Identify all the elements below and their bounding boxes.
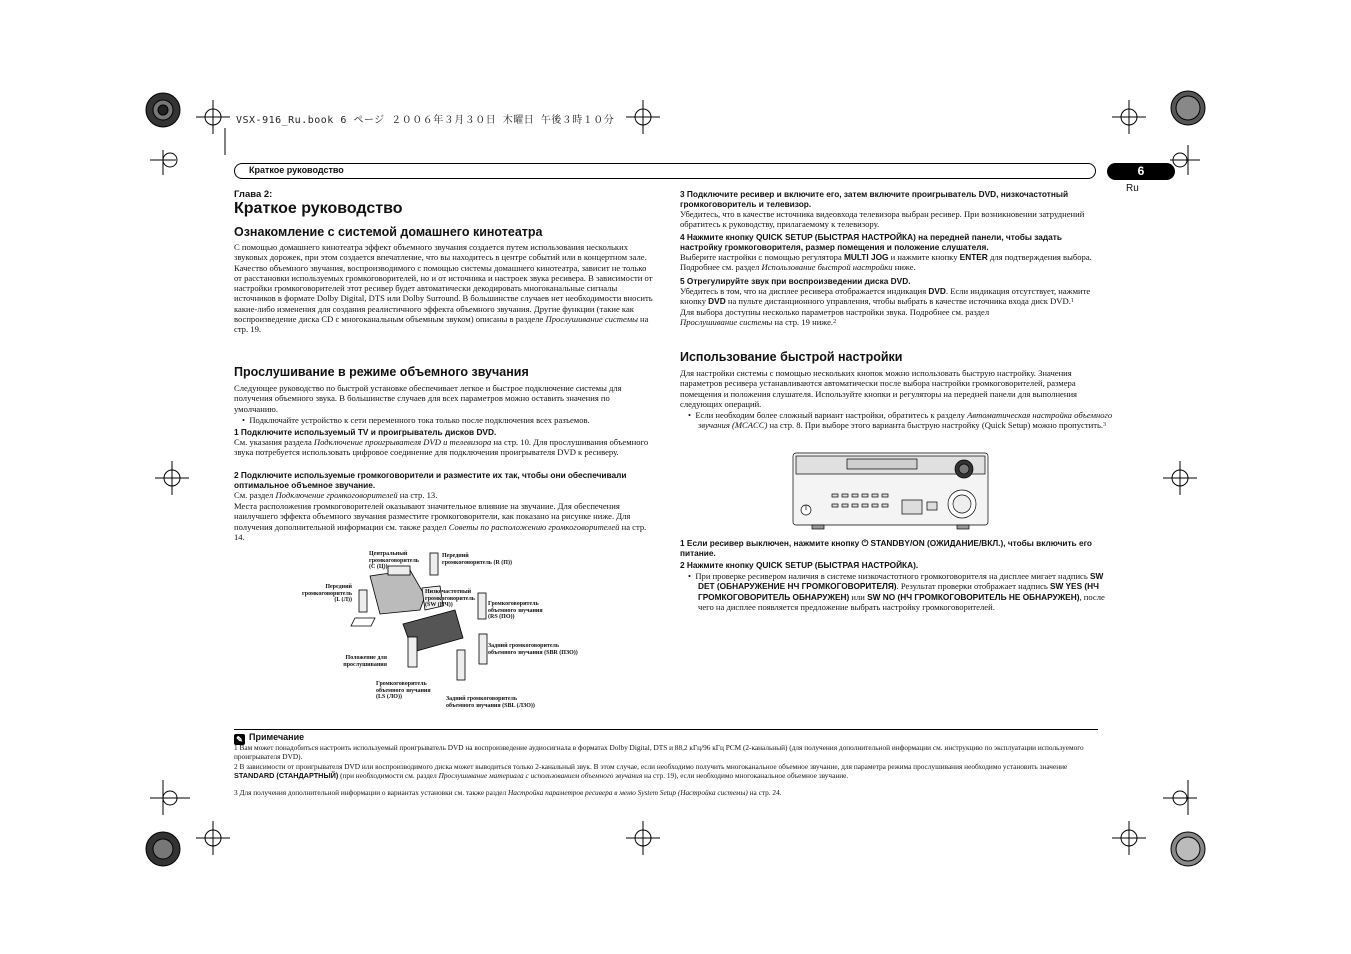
registration-mark-icon <box>146 832 180 866</box>
registration-mark-icon <box>146 93 180 127</box>
chapter-label: Глава 2: <box>234 189 273 200</box>
back-left-speaker-shape <box>457 650 465 680</box>
left-surround-speaker-shape <box>408 637 417 667</box>
label-front-left: Передний громкоговоритель (L (Л)) <box>302 584 352 604</box>
quick-step-2: 2 Нажмите кнопку QUICK SETUP (БЫСТРАЯ НАСТРОЙКА). <box>680 560 919 570</box>
label-front-right: Передний громкоговоритель (R (П)) <box>442 553 512 566</box>
step-4-text: Выберите настройки с помощью регулятора MULTI JOG и нажмите кнопку ENTER для подтверждения выбора. Подробнее см. раздел Использование быстрой настройки ниже. <box>680 252 1092 273</box>
label-center: Центральный громкоговоритель (C (Ц)) <box>369 551 419 571</box>
label-subwoofer: Низкочастотный громкоговоритель (SW (НЧ)) <box>425 589 475 609</box>
quick-setup-bullet: • Если необходим более сложный вариант настройки, обратитесь к разделу Автоматическая настройка объемного звучания (MCACC) на стр. 8. При выборе этого варианта быструю настройку (Quick Setup) можно пропустить.$^3$ <box>688 410 1113 431</box>
label-left-surround: Громкоговоритель объемного звучания (LS (ЛО)) <box>376 681 431 701</box>
step-3-text: Убедитесь, что в качестве источника видеовхода телевизора выбран ресивер. При возникновении затруднений обратитесь к руководству, прилагаемому к телевизору. <box>680 209 1085 230</box>
footnote-2-link[interactable]: Прослушивание материала с использованием объемного звучания <box>438 770 643 780</box>
mcacc-link[interactable]: Автоматическая настройка объемного звучания (MCACC) <box>698 410 1113 431</box>
step-5-link[interactable]: Прослушивание системы <box>680 316 773 327</box>
quick-setup-paragraph: Для настройки системы с помощью нескольких кнопок можно использовать быструю настройку. Значения параметров ресивера устанавливаются автоматически после выбора настройки громкоговорителей, размера помещения и положения слушателя. Используйте кнопки и регуляторы на передней панели для выполнения следующих операций. <box>680 368 1078 409</box>
footnote-3-link[interactable]: Настройка параметров ресивера в меню System Setup (Настройка системы) <box>508 788 748 797</box>
step-2-link-2[interactable]: Советы по расположению громкоговорителей <box>448 521 620 532</box>
note-icon: ✎ <box>234 734 245 745</box>
step-4-link[interactable]: Использование быстрой настройки <box>761 262 893 273</box>
listen-paragraph: Следующее руководство по быстрой установке обеспечивает легкое и быстрое подключение системы для получения объемного звука. В большинстве случаев для всех параметров можно оставить значения по умолчанию. <box>234 383 622 414</box>
section-title: Краткое руководство <box>249 165 344 175</box>
heading-listen: Прослушивание в режиме объемного звучания <box>234 365 529 379</box>
section-header-bar <box>234 163 1096 179</box>
label-listening-position: Положение для прослушивания <box>343 655 387 668</box>
step-5-text: Убедитесь в том, что на дисплее ресивера отображается индикация DVD. Если индикация отсутствует, нажмите кнопку DVD на пульте дистанционного управления, чтобы выбрать в качестве источника входа диск DVD.$^1$ Для выбора доступны несколько параметров настройки звука. Подробнее см. раздел Прослушивание системы на стр. 19 ниже.$^2$ <box>680 286 1091 327</box>
footnote-3: 3 Для получения дополнительной информации о вариантах установки см. также раздел Настройка параметров ресивера в меню System Setup (Настройка системы) на стр. 24. <box>234 788 782 797</box>
step-5: 5 Отрегулируйте звук при воспроизведении диска DVD. <box>680 276 911 286</box>
intro-paragraph: С помощью домашнего кинотеатра эффект объемного звучания создается путем использования нескольких звуковых дорожек, при этом создается впечатление, что вы находитесь в центре событий или в концертном зале. Качество объемного звучания, воспроизводимого с помощью системы домашнего кинотеатра, зависит не только от расстановки используемых громкоговорителей, но и от источника и настроек звука ресивера. В зависимости от настройки громкоговорителей этот ресивер будет автоматически декодировать многоканальные сигналы источников в формате Dolby Digital, DTS или Dolby Surround. В большинстве случаев нет необходимости вносить какие-либо изменения для создания реалистичного эффекта объемного звучания. Другие функции (такие как воспроизведение диска CD с многоканальным объемным звуком) описаны в разделе Прослушивание системы на стр. 19. <box>234 242 653 335</box>
step-1-link[interactable]: Подключение проигрывателя DVD и телевизора <box>313 437 492 447</box>
back-right-speaker-shape <box>479 634 487 664</box>
front-left-speaker-shape <box>359 590 367 612</box>
step-2-link[interactable]: Подключение громкоговорителей <box>275 490 398 500</box>
speaker-diagram <box>295 548 595 713</box>
label-surround-back-right: Задний громкоговоритель объемного звучания (SBR (ПЗО)) <box>488 643 578 656</box>
book-header: VSX-916_Ru.book 6 ページ ２００６年３月３０日 木曜日 午後３時１０分 <box>236 115 615 126</box>
listen-bullet: • Подключайте устройство к сети переменного тока только после подключения всех разъемов. <box>242 415 590 425</box>
notes-divider <box>234 729 1098 730</box>
receiver-front-panel <box>792 452 989 530</box>
step-3: 3 Подключите ресивер и включите его, затем включите проигрыватель DVD, низкочастотный громкоговоритель и телевизор. <box>680 189 1069 210</box>
language-label: Ru <box>1126 183 1139 194</box>
page-title: Краткое руководство <box>234 200 403 217</box>
registration-mark-icon <box>1171 91 1205 125</box>
intro-link[interactable]: Прослушивание системы <box>545 314 638 325</box>
quick-step-1: 1 Если ресивер выключен, нажмите кнопку ⏻ STANDBY/ON (ОЖИДАНИЕ/ВКЛ.), чтобы включить его питание. <box>680 538 1092 559</box>
front-right-speaker-shape <box>430 553 438 575</box>
footnote-2: 2 В зависимости от проигрывателя DVD или воспроизводимого диска может выводиться только 2-канальный звук. В этом случае, если необходимо получить многоканальное объемное звучание, для параметра режима прослушивания необходимо установить значение STANDARD (СТАНДАРТНЫЙ) (при необходимости см. раздел Прослушивание материала с использованием объемного звучания на стр. 19), если необходимо многоканальное объемное звучание. <box>234 762 1068 780</box>
registration-mark-icon <box>1171 832 1205 866</box>
footnote-1: 1 Вам может понадобиться настроить используемый проигрыватель DVD на воспроизведение аудиосигнала в форматах Dolby Digital, DTS и 88,2 кГц/96 кГц PCM (2-канальный) (для получения дополнительной информации см. инструкцию по эксплуатации используемого проигрывателя DVD). <box>234 743 1084 761</box>
label-right-surround: Громкоговоритель объемного звучания (RS (ПО)) <box>488 601 543 621</box>
step-2-text: Места расположения громкоговорителей оказывают значительное влияние на звучание. Для обеспечения наилучшего эффекта объемного звучания разместите громкоговорители, как показано на рисунке ниже. Для получения дополнительной информации см. также раздел Советы по расположению громкоговорителей на стр. 14. <box>234 501 647 542</box>
step-2: 2 Подключите используемые громкоговорители и разместите их так, чтобы они обеспечивали оптимальное объемное звучание. <box>234 470 627 491</box>
step-1-text: См. указания раздела Подключение проигрывателя DVD и телевизора на стр. 10. Для прослушивания объемного звука потребуется использовать цифровое соединение для подключения проигрывателя DVD к ресиверу. <box>234 437 649 458</box>
step-2-ref-line: См. раздел Подключение громкоговорителей на стр. 13. <box>234 490 438 500</box>
heading-intro: Ознакомление с системой домашнего кинотеатра <box>234 225 543 239</box>
right-surround-speaker-shape <box>478 593 486 619</box>
page-number-tab: 6 <box>1107 163 1175 180</box>
step-4: 4 Нажмите кнопку QUICK SETUP (БЫСТРАЯ НАСТРОЙКА) на передней панели, чтобы задать настройку громкоговорителя, размер помещения и положение слушателя. <box>680 232 1062 253</box>
label-surround-back-left: Задний громкоговоритель объемного звучания (SBL (ЛЗО)) <box>446 696 535 709</box>
tv-shape <box>370 570 425 614</box>
notes-heading: ✎ Примечание <box>234 732 304 745</box>
heading-quick-setup: Использование быстрой настройки <box>680 350 903 364</box>
quick-step-2-bullet: • При проверке ресивером наличия в системе низкочастотного громкоговорителя на дисплее мигает надпись SW DET (ОБНАРУЖЕНИЕ НЧ ГРОМКОГОВОРИТЕЛЯ). Результат проверки отображает надпись SW YES (НЧ ГРОМКОГОВОРИТЕЛЬ ОБНАРУЖЕН) или SW NO (НЧ ГРОМКОГОВОРИТЕЛЬ НЕ ОБНАРУЖЕН), после чего на дисплее появляется предложение выбрать настройку громкоговорителей. <box>688 571 1105 612</box>
step-1: 1 Подключите используемый TV и проигрыватель дисков DVD. <box>234 427 497 437</box>
